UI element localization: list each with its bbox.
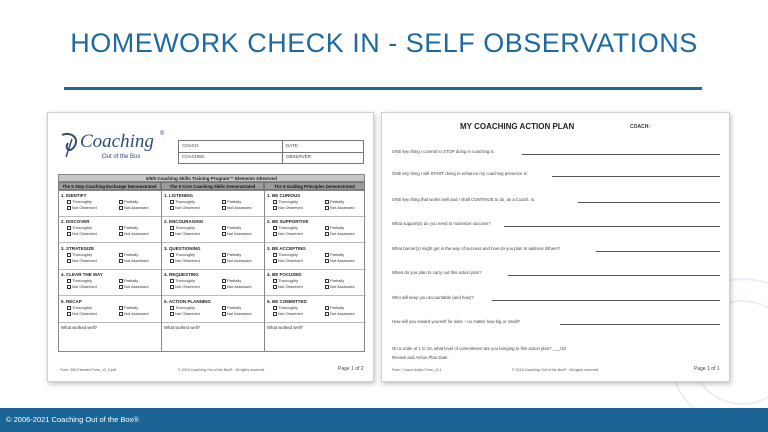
checkbox-label: Not Assessed: [227, 310, 252, 316]
checkbox-label: Partially: [124, 225, 139, 231]
checkbox-icon[interactable]: [119, 226, 123, 230]
checkbox-option-not-observed[interactable]: [273, 311, 303, 316]
checkbox-icon[interactable]: [119, 206, 123, 210]
checkbox-icon[interactable]: [170, 312, 174, 316]
checkbox-label: Not Assessed: [227, 284, 252, 290]
checkbox-label: Partially: [124, 304, 139, 310]
answer-line[interactable]: [492, 300, 720, 301]
checkbox-icon[interactable]: [170, 285, 174, 289]
checkbox-option-not-observed[interactable]: [170, 311, 200, 316]
checkbox-label: Not Assessed: [124, 310, 149, 316]
checkbox-option-not-assessed[interactable]: [222, 258, 251, 263]
what-worked-label: What worked well?: [61, 325, 98, 330]
checkbox-label: Partially: [330, 225, 345, 231]
action-plan-question: What barrier(s) might get in the way of success and how do you plan to address it/them?: [392, 246, 561, 251]
checkbox-option-partially[interactable]: [119, 199, 138, 204]
skills-column: [59, 191, 162, 351]
checkbox-label: Thoroughly: [72, 304, 93, 310]
checkbox-label: Partially: [227, 304, 242, 310]
checkbox-icon[interactable]: [67, 306, 71, 310]
checkbox-icon[interactable]: [170, 259, 174, 263]
checkbox-label: Thoroughly: [278, 199, 299, 204]
checkbox-icon[interactable]: [119, 200, 123, 204]
column-header: The 5 Step Coaching Exchange Demonstrated: [58, 182, 161, 190]
checkbox-option-not-observed[interactable]: [67, 284, 97, 289]
checkbox-label: Thoroughly: [278, 225, 299, 231]
skill-block: [265, 191, 366, 217]
checkbox-option-thoroughly[interactable]: [67, 199, 92, 204]
coach-label: COACH:: [630, 124, 650, 130]
checkbox-icon[interactable]: [222, 312, 226, 316]
checkbox-label: Thoroughly: [175, 251, 196, 257]
observation-form-page: [47, 112, 374, 382]
checkbox-option-partially[interactable]: [325, 278, 344, 283]
checkbox-icon[interactable]: [325, 232, 329, 236]
checkbox-icon[interactable]: [170, 200, 174, 204]
skill-block: [265, 297, 366, 323]
checkbox-icon[interactable]: [325, 206, 329, 210]
checkbox-label: Not Assessed: [330, 231, 355, 237]
checkbox-icon[interactable]: [119, 285, 123, 289]
checkbox-label: Thoroughly: [278, 304, 299, 310]
checkbox-option-thoroughly[interactable]: [67, 305, 92, 310]
answer-line[interactable]: [508, 275, 720, 276]
checkbox-icon[interactable]: [325, 312, 329, 316]
checkbox-option-thoroughly[interactable]: [67, 278, 92, 283]
page-number: Page 1 of 2: [338, 366, 364, 372]
answer-line[interactable]: [596, 251, 720, 252]
logo-wordmark: Coaching: [80, 131, 154, 152]
checkbox-label: Thoroughly: [72, 251, 93, 257]
checkbox-option-partially[interactable]: [222, 225, 241, 230]
skill-block: [162, 191, 264, 217]
checkbox-option-not-assessed[interactable]: [222, 205, 251, 210]
checkbox-option-not-observed[interactable]: [273, 258, 303, 263]
checkbox-option-not-assessed[interactable]: [325, 258, 354, 263]
checkbox-option-not-observed[interactable]: [67, 231, 97, 236]
action-plan-question: Who will keep you accountable (and how)?: [392, 295, 474, 300]
form-id: Form: 555 Element Form_v2_0.pdf: [60, 368, 116, 372]
checkbox-label: Not Observed: [175, 310, 200, 316]
checkbox-icon[interactable]: [325, 226, 329, 230]
skill-block: [265, 270, 366, 296]
skill-title: 1. LISTENING: [164, 193, 194, 198]
checkbox-option-not-observed[interactable]: [170, 258, 200, 263]
form-copyright: © 2018 Coaching Out of the Box® · All rights reserved.: [178, 368, 266, 372]
checkbox-icon[interactable]: [119, 279, 123, 283]
skill-block: [162, 217, 264, 243]
checkbox-option-not-assessed[interactable]: [119, 284, 148, 289]
checkbox-label: Thoroughly: [278, 278, 299, 284]
checkbox-icon[interactable]: [222, 285, 226, 289]
checkbox-label: Not Observed: [175, 231, 200, 237]
checkbox-icon[interactable]: [119, 312, 123, 316]
checkbox-icon[interactable]: [222, 279, 226, 283]
checkbox-option-partially[interactable]: [325, 305, 344, 310]
checkbox-icon[interactable]: [222, 232, 226, 236]
checkbox-option-not-assessed[interactable]: [222, 311, 251, 316]
answer-line[interactable]: [552, 176, 720, 177]
slide-title: HOMEWORK CHECK IN - SELF OBSERVATIONS: [70, 28, 698, 58]
skill-title: 2. DISCOVER: [61, 219, 90, 225]
checkbox-icon[interactable]: [67, 232, 71, 236]
checkbox-icon[interactable]: [273, 306, 277, 310]
skill-block: [162, 244, 264, 270]
checkbox-icon[interactable]: [325, 285, 329, 289]
observer-field: OBSERVER:: [286, 154, 313, 159]
checkbox-icon[interactable]: [119, 232, 123, 236]
skills-column: [162, 191, 265, 351]
skills-table: [58, 190, 365, 352]
checkbox-icon[interactable]: [222, 253, 226, 257]
title-underline: [64, 87, 702, 90]
checkbox-label: Not Observed: [278, 205, 303, 210]
checkbox-label: Thoroughly: [72, 199, 93, 204]
checkbox-option-thoroughly[interactable]: [273, 225, 298, 230]
skill-block: [59, 191, 161, 217]
answer-line[interactable]: [522, 154, 720, 155]
checkbox-icon[interactable]: [325, 259, 329, 263]
checkbox-label: Not Observed: [278, 284, 303, 290]
date-field: DATE:: [283, 141, 363, 153]
skills-column: [265, 191, 366, 351]
coachee-field: COACHEE:: [179, 152, 283, 164]
what-worked-label: What worked well?: [267, 325, 304, 330]
skill-title: 5. RECAP: [61, 298, 82, 304]
checkbox-label: Not Assessed: [330, 310, 355, 316]
skill-block: [162, 270, 264, 296]
checkbox-option-partially[interactable]: [222, 199, 241, 204]
checkbox-icon[interactable]: [273, 279, 277, 283]
checkbox-option-thoroughly[interactable]: [67, 225, 92, 230]
checkbox-option-not-observed[interactable]: [273, 231, 303, 236]
coaching-logo: [58, 129, 168, 163]
checkbox-label: Not Observed: [72, 284, 97, 290]
checkbox-icon[interactable]: [325, 200, 329, 204]
checkbox-option-partially[interactable]: [325, 199, 344, 204]
checkbox-option-not-assessed[interactable]: [222, 284, 251, 289]
checkbox-option-partially[interactable]: [325, 252, 344, 257]
checkbox-option-not-assessed[interactable]: [325, 205, 354, 210]
skill-block: [59, 244, 161, 270]
checkbox-icon[interactable]: [67, 200, 71, 204]
checkbox-icon[interactable]: [222, 259, 226, 263]
checkbox-label: Not Observed: [175, 257, 200, 263]
action-plan-question: ONE key thing I commit to STOP doing in coaching is:: [392, 149, 495, 154]
skill-block: [59, 297, 161, 323]
skill-title: 2. BE SUPPORTIVE: [267, 219, 309, 225]
program-banner: 5/5/5 Coaching Skills Training Program™ Elements Observed: [58, 174, 365, 182]
checkbox-option-not-observed[interactable]: [273, 284, 303, 289]
checkbox-label: Not Assessed: [330, 205, 355, 210]
skill-title: 4. CLEAR THE WAY: [61, 272, 103, 278]
checkbox-icon[interactable]: [170, 232, 174, 236]
skill-block: [59, 217, 161, 243]
checkbox-option-not-observed[interactable]: [67, 205, 97, 210]
checkbox-label: Not Assessed: [124, 257, 149, 263]
skill-block: [265, 217, 366, 243]
checkbox-icon[interactable]: [222, 200, 226, 204]
checkbox-label: Thoroughly: [175, 304, 196, 310]
checkbox-icon[interactable]: [119, 306, 123, 310]
checkbox-icon[interactable]: [222, 206, 226, 210]
checkbox-label: Partially: [124, 278, 139, 284]
skill-block: [59, 270, 161, 296]
column-header: The 5 Guiding Principles Demonstrated: [264, 182, 365, 190]
checkbox-option-thoroughly[interactable]: [170, 252, 195, 257]
checkbox-label: Thoroughly: [72, 225, 93, 231]
checkbox-option-not-observed[interactable]: [273, 205, 303, 210]
checkbox-option-not-observed[interactable]: [170, 205, 200, 210]
checkbox-option-not-assessed[interactable]: [119, 258, 148, 263]
checkbox-option-thoroughly[interactable]: [170, 199, 195, 204]
skill-title: 3. QUESTIONING: [164, 245, 201, 251]
checkbox-label: Not Assessed: [330, 284, 355, 290]
checkbox-icon[interactable]: [325, 253, 329, 257]
checkbox-icon[interactable]: [273, 312, 277, 316]
checkbox-label: Not Observed: [175, 284, 200, 290]
checkbox-option-thoroughly[interactable]: [273, 199, 298, 204]
checkbox-icon[interactable]: [273, 226, 277, 230]
checkbox-option-partially[interactable]: [119, 252, 138, 257]
checkbox-option-thoroughly[interactable]: [273, 305, 298, 310]
review-date: Review and Action Plan Date:: [392, 355, 449, 360]
column-headers: [58, 182, 365, 190]
checkbox-label: Partially: [330, 251, 345, 257]
checkbox-icon[interactable]: [119, 259, 123, 263]
checkbox-option-not-assessed[interactable]: [325, 231, 354, 236]
checkbox-label: Partially: [227, 278, 242, 284]
checkbox-icon[interactable]: [170, 226, 174, 230]
checkbox-icon[interactable]: [170, 279, 174, 283]
action-plan-question: When do you plan to carry out this action plan?: [392, 270, 482, 275]
column-header: The 5 Core Coaching Skills Demonstrated: [161, 182, 264, 190]
checkbox-label: Partially: [330, 278, 345, 284]
form-id: Form: Coach Action Form_v2.1: [392, 368, 442, 372]
checkbox-icon[interactable]: [273, 285, 277, 289]
checkbox-label: Not Observed: [72, 231, 97, 237]
answer-line[interactable]: [560, 324, 720, 325]
checkbox-option-thoroughly[interactable]: [273, 278, 298, 283]
checkbox-icon[interactable]: [67, 312, 71, 316]
action-plan-title: MY COACHING ACTION PLAN: [460, 122, 575, 131]
checkbox-option-partially[interactable]: [222, 252, 241, 257]
checkbox-icon[interactable]: [222, 226, 226, 230]
checkbox-label: Partially: [227, 251, 242, 257]
checkbox-option-not-observed[interactable]: [67, 311, 97, 316]
coach-field: COACH:: [179, 141, 283, 153]
answer-line[interactable]: [578, 202, 720, 203]
checkbox-label: Not Observed: [72, 310, 97, 316]
checkbox-option-not-assessed[interactable]: [119, 205, 148, 210]
checkbox-label: Thoroughly: [175, 199, 196, 204]
checkbox-icon[interactable]: [170, 206, 174, 210]
checkbox-label: Not Assessed: [124, 231, 149, 237]
checkbox-icon[interactable]: [67, 206, 71, 210]
checkbox-icon[interactable]: [67, 285, 71, 289]
checkbox-label: Thoroughly: [175, 225, 196, 231]
skill-block: [265, 244, 366, 270]
checkbox-icon[interactable]: [273, 206, 277, 210]
what-worked-label: What worked well?: [164, 325, 201, 330]
checkbox-icon[interactable]: [170, 253, 174, 257]
checkbox-option-partially[interactable]: [119, 225, 138, 230]
checkbox-option-not-assessed[interactable]: [119, 311, 148, 316]
checkbox-icon[interactable]: [325, 279, 329, 283]
action-plan-question: ONE key thing I will START doing to enhance my coaching presence is:: [392, 171, 528, 176]
checkbox-option-thoroughly[interactable]: [170, 225, 195, 230]
checkbox-option-not-observed[interactable]: [170, 231, 200, 236]
checkbox-label: Not Observed: [278, 257, 303, 263]
checkbox-label: Not Assessed: [124, 205, 149, 210]
checkbox-option-not-assessed[interactable]: [119, 231, 148, 236]
footer-copyright: © 2006-2021 Coaching Out of the Box®: [6, 415, 139, 424]
checkbox-label: Partially: [330, 304, 345, 310]
skill-title: 3. BE ACCEPTING: [267, 245, 306, 251]
checkbox-option-partially[interactable]: [222, 305, 241, 310]
checkbox-icon[interactable]: [67, 279, 71, 283]
checkbox-label: Not Observed: [278, 231, 303, 237]
checkbox-icon[interactable]: [67, 253, 71, 257]
commitment-scale-question: On a scale of 1 to 10, what level of commitment are you bringing to this action plan? ___/10: [392, 346, 566, 351]
checkbox-label: Partially: [330, 199, 345, 204]
skill-title: 2. ENCOURAGING: [164, 219, 204, 225]
checkbox-label: Not Assessed: [227, 257, 252, 263]
checkbox-icon[interactable]: [273, 253, 277, 257]
skill-title: 1. IDENTIFY: [61, 193, 87, 198]
checkbox-icon[interactable]: [119, 253, 123, 257]
checkbox-option-not-assessed[interactable]: [325, 311, 354, 316]
logo-subtitle: Out of the Box: [102, 154, 141, 160]
checkbox-icon[interactable]: [273, 232, 277, 236]
checkbox-option-thoroughly[interactable]: [273, 252, 298, 257]
checkbox-option-thoroughly[interactable]: [170, 278, 195, 283]
checkbox-label: Partially: [124, 251, 139, 257]
checkbox-icon[interactable]: [273, 200, 277, 204]
checkbox-label: Not Assessed: [330, 257, 355, 263]
action-plan-question: How will you reward yourself for wins – no matter how big or small?: [392, 319, 521, 324]
checkbox-option-not-assessed[interactable]: [222, 231, 251, 236]
checkbox-option-partially[interactable]: [119, 305, 138, 310]
footer-bar: [0, 408, 768, 432]
action-plan-question: What support(s) do you need to maximize success?: [392, 221, 491, 226]
checkbox-label: Not Observed: [278, 310, 303, 316]
logo-registered: ®: [160, 131, 165, 137]
checkbox-label: Partially: [124, 199, 139, 204]
checkbox-icon[interactable]: [273, 259, 277, 263]
checkbox-icon[interactable]: [67, 259, 71, 263]
checkbox-option-not-assessed[interactable]: [325, 284, 354, 289]
checkbox-option-partially[interactable]: [325, 225, 344, 230]
skill-title: 3. STRATEGIZE: [61, 245, 95, 251]
checkbox-label: Thoroughly: [175, 278, 196, 284]
checkbox-label: Thoroughly: [72, 278, 93, 284]
skill-title: 5. ACTION PLANNING: [164, 298, 211, 304]
skill-title: 4. REQUESTING: [164, 272, 199, 278]
checkbox-option-not-observed[interactable]: [67, 258, 97, 263]
checkbox-option-thoroughly[interactable]: [67, 252, 92, 257]
checkbox-label: Not Observed: [175, 205, 200, 210]
checkbox-label: Not Assessed: [124, 284, 149, 290]
checkbox-icon[interactable]: [325, 306, 329, 310]
checkbox-option-thoroughly[interactable]: [170, 305, 195, 310]
skill-title: 5. BE COMMITTED: [267, 298, 307, 304]
checkbox-icon[interactable]: [67, 226, 71, 230]
checkbox-label: Not Observed: [72, 205, 97, 210]
skill-title: 4. BE FOCUSED: [267, 272, 302, 278]
checkbox-label: Not Assessed: [227, 205, 252, 210]
checkbox-label: Thoroughly: [278, 251, 299, 257]
checkbox-option-not-observed[interactable]: [170, 284, 200, 289]
what-worked-cell[interactable]: [162, 323, 264, 353]
form-copyright: © 2018 Coaching Out of the Box® · All rights reserved.: [512, 368, 600, 372]
info-grid: [178, 140, 364, 164]
answer-line[interactable]: [504, 226, 720, 227]
checkbox-label: Partially: [227, 225, 242, 231]
action-plan-question: ONE key thing that works well and I shall CONTINUE to do, as a Coach, is:: [392, 197, 536, 202]
checkbox-label: Partially: [227, 199, 242, 204]
action-plan-page: [381, 112, 730, 382]
checkbox-label: Not Observed: [72, 257, 97, 263]
checkbox-option-partially[interactable]: [222, 278, 241, 283]
checkbox-label: Not Assessed: [227, 231, 252, 237]
page-number: Page 1 of 1: [694, 366, 720, 372]
checkbox-option-partially[interactable]: [119, 278, 138, 283]
skill-title: 1. BE CURIOUS: [267, 193, 301, 198]
checkbox-icon[interactable]: [222, 306, 226, 310]
what-worked-cell[interactable]: [265, 323, 366, 353]
what-worked-cell[interactable]: [59, 323, 161, 353]
checkbox-icon[interactable]: [170, 306, 174, 310]
skill-block: [162, 297, 264, 323]
